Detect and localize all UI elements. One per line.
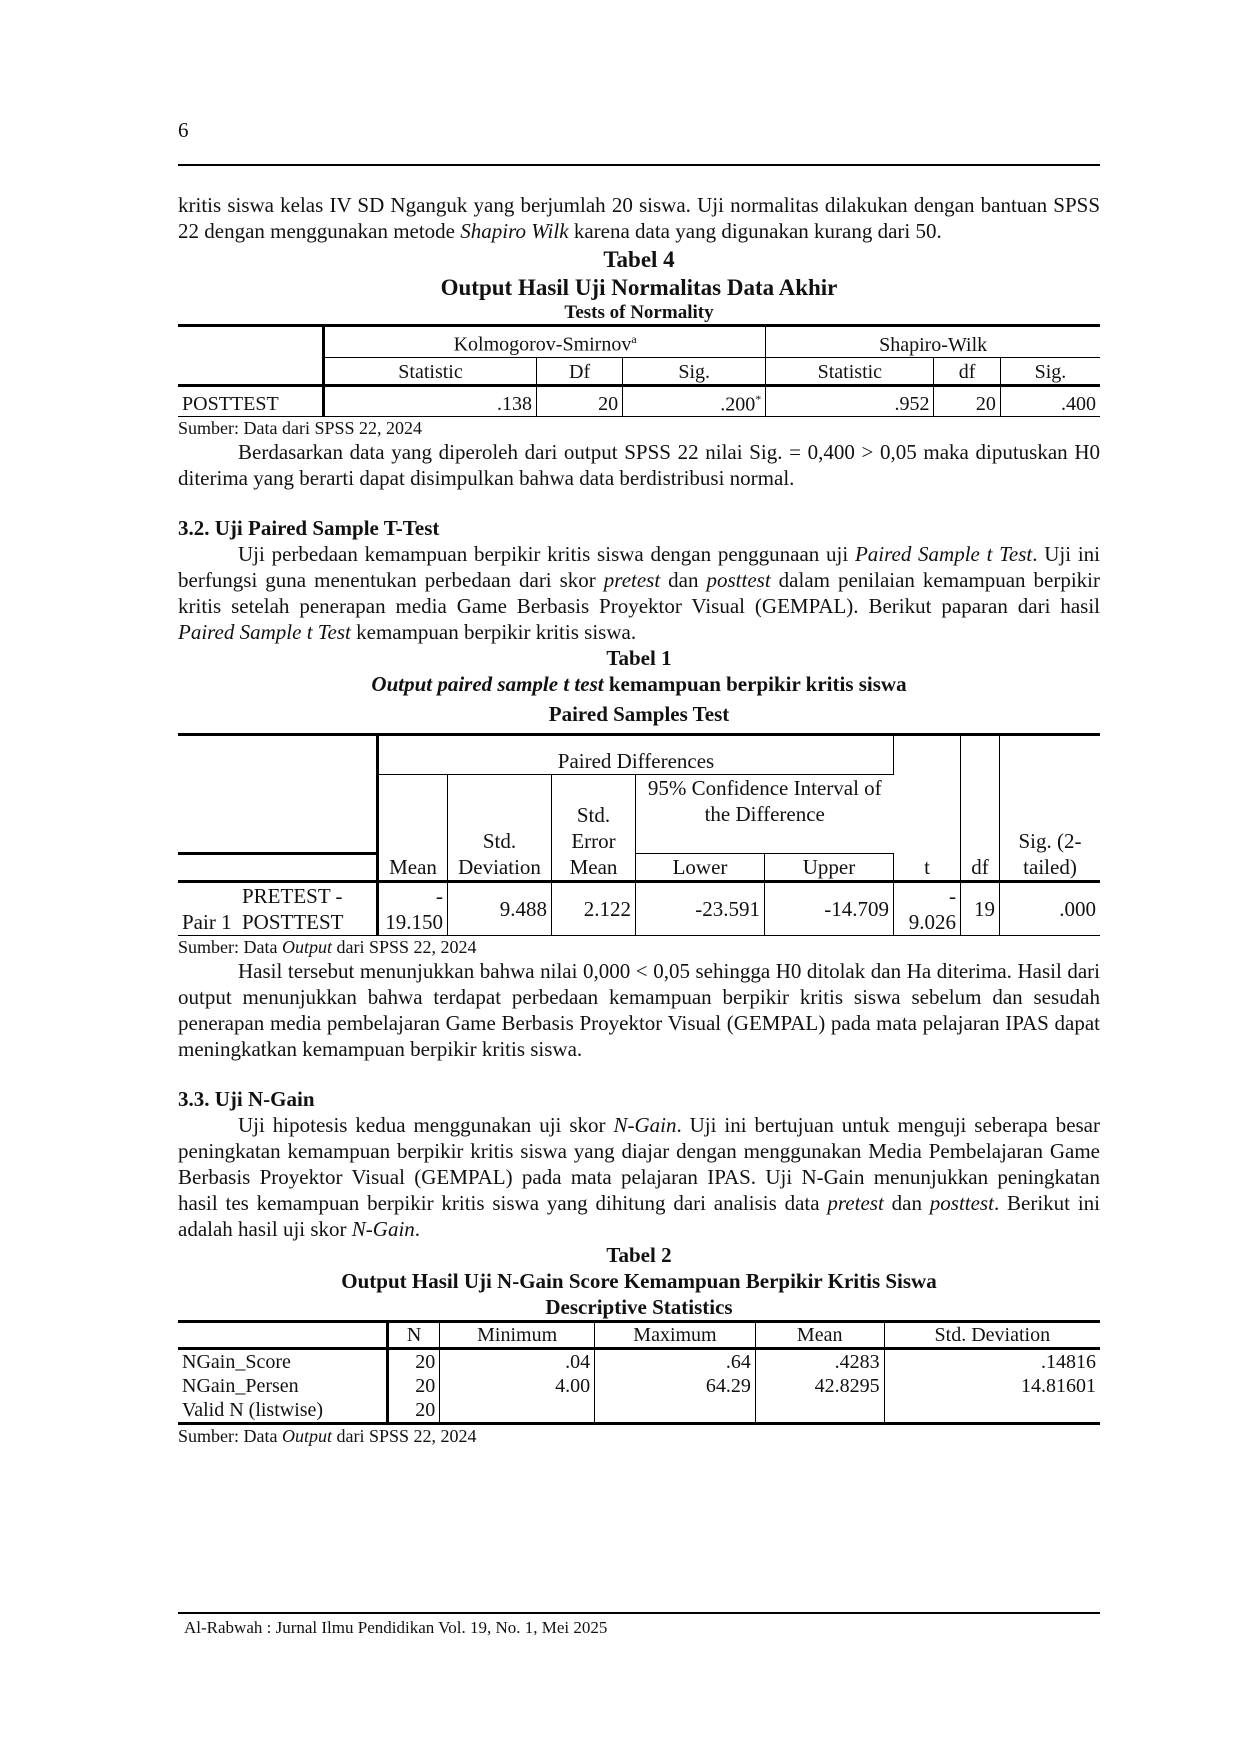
t2-cell: 20 [388, 1398, 440, 1424]
t1-cell-upper: -14.709 [765, 882, 894, 936]
t2-cell: .14816 [1041, 1351, 1096, 1374]
after-table1-paragraph: Hasil tersebut menunjukkan bahwa nilai 0,000 < 0,05 sehingga H0 ditolak dan Ha diterima. Hasil dari output menunjukkan bahwa terdapat perbedaan kemampuan berpikir kritis siswa sebelum dan sesudah penerapan media pembelajaran Game Berbasis Proyektor Visual (GEMPAL) pada mata pelajaran IPAS dapat meningkatkan kemampuan berpikir kritis siswa. [178, 959, 1100, 1062]
t1-col-t: t [894, 775, 961, 882]
t4-col-header: Df [537, 357, 623, 385]
t2-cell: 4.00 [440, 1374, 595, 1398]
t2-row-label: Valid N (listwise) [182, 1399, 324, 1422]
t4-cell: 20 [537, 385, 623, 417]
t4-col-header: Statistic [324, 357, 537, 385]
t4-cell: .200* [623, 385, 766, 417]
t1-cell-t: - 9.026 [894, 882, 961, 936]
t1-col-sig: Sig. (2-tailed) [1000, 775, 1101, 882]
t4-col-header: df [934, 357, 1000, 385]
table2-title: Output Hasil Uji N-Gain Score Kemampuan Berpikir Kritis Siswa [341, 1269, 937, 1294]
t4-col-header: Sig. [1000, 357, 1100, 385]
t2-cell: 20 [388, 1349, 440, 1375]
t4-group-sw: Shapiro-Wilk [766, 326, 1100, 358]
table-row [178, 1374, 1100, 1398]
t1-cell-sd: 9.488 [448, 882, 552, 936]
intro-text-b: karena data yang digunakan kurang dari 50. [568, 219, 942, 243]
section-3-2-heading: 3.2. Uji Paired Sample T-Test [178, 516, 440, 541]
table1-title: Output paired sample t test kemampuan berpikir kritis siswa [371, 672, 907, 697]
t1-col-se: Std. Error Mean [552, 775, 636, 882]
t2-cell [755, 1398, 884, 1424]
t2-cell: 20 [388, 1374, 440, 1398]
table-row [178, 1398, 1100, 1424]
t1-col-lower: Lower [636, 854, 765, 882]
t4-cell: .952 [766, 385, 934, 417]
section-3-3-heading: 3.3. Uji N-Gain [178, 1087, 315, 1112]
table4-spss-title: Tests of Normality [564, 302, 714, 323]
t4-col-header: Statistic [766, 357, 934, 385]
t2-cell: .4283 [755, 1349, 884, 1375]
t1-cell-lower: -23.591 [636, 882, 765, 936]
footer-rule [178, 1612, 1100, 1614]
after-table4-paragraph: Berdasarkan data yang diperoleh dari output SPSS 22 nilai Sig. = 0,400 > 0,05 maka diputuskan H0 diterima yang berarti dapat disimpulkan bahwa data berdistribusi normal. [178, 440, 1100, 491]
t2-col-header: Maximum [595, 1322, 756, 1349]
t4-cell: .138 [324, 385, 537, 417]
t1-col-mean: Mean [378, 775, 448, 882]
intro-paragraph [178, 192, 1100, 244]
table1-label: Tabel 1 [606, 646, 672, 671]
table4-source: Sumber: Data dari SPSS 22, 2024 [178, 418, 423, 439]
table-row [178, 882, 1100, 936]
intro-text-a: kritis siswa kelas IV SD Nganguk yang berjumlah 20 siswa. Uji normalitas dilakukan dengan bantuan SPSS 22 dengan menggunakan metode [178, 193, 1100, 243]
t1-cell-df: 19 [961, 882, 1000, 936]
t1-row-label: PRETEST - POSTTEST [242, 884, 344, 935]
section-3-3-paragraph: Uji hipotesis kedua menggunakan uji skor N-Gain. Uji ini bertujuan untuk menguji seberapa besar peningkatan kemampuan berpikir kritis siswa yang diajar dengan menggunakan Media Pembelajaran Game Berbasis Proyektor Visual (GEMPAL) pada mata pelajaran IPAS. Uji N-Gain menunjukkan peningkatan hasil tes kemampuan berpikir kritis siswa yang dihitung dari analisis data pretest dan posttest. Berikut ini adalah hasil uji skor N-Gain. [178, 1113, 1100, 1242]
intro-italic: Shapiro Wilk [460, 219, 569, 243]
table2-label: Tabel 2 [606, 1243, 672, 1268]
t1-row-pair: Pair 1 [182, 910, 232, 935]
table2-spss-title: Descriptive Statistics [545, 1295, 733, 1320]
t4-cell: .400 [1061, 393, 1096, 416]
table-row [178, 1349, 1100, 1375]
section-3-2-paragraph: Uji perbedaan kemampuan berpikir kritis siswa dengan penggunaan uji Paired Sample t Test. Uji ini berfungsi guna menentukan perbedaan dari skor pretest dan posttest dalam penilaian kemampuan berpikir kritis setelah penerapan media Game Berbasis Proyektor Visual (GEMPAL). Berikut paparan dari hasil Paired Sample t Test kemampuan berpikir kritis siswa. [178, 542, 1101, 645]
t2-cell [595, 1398, 756, 1424]
t2-row-label: NGain_Persen [182, 1375, 299, 1398]
t1-cell-sig: .000 [1059, 897, 1096, 922]
t4-col-header: Sig. [623, 357, 766, 385]
table2-descriptive [178, 1320, 1100, 1425]
table1-spss-title: Paired Samples Test [548, 702, 730, 727]
t2-col-header: Minimum [440, 1322, 595, 1349]
t2-cell: .04 [440, 1349, 595, 1375]
t2-cell [884, 1398, 1100, 1424]
page-content [178, 192, 1100, 1447]
table4-normality [178, 324, 1100, 417]
page-number: 6 [178, 118, 189, 142]
table4-label: Tabel 4 [603, 247, 675, 272]
t2-cell [440, 1398, 595, 1424]
t2-col-header: Std. Deviation [884, 1322, 1100, 1349]
t2-cell: 42.8295 [755, 1374, 884, 1398]
journal-footer: Al-Rabwah : Jurnal Ilmu Pendidikan Vol. 19, No. 1, Mei 2025 [184, 1618, 608, 1637]
t1-cell-se: 2.122 [552, 882, 636, 936]
t1-cell-mean: - 19.150 [378, 882, 448, 936]
t1-col-upper: Upper [765, 854, 894, 882]
table4-title: Output Hasil Uji Normalitas Data Akhir [440, 275, 838, 300]
header-rule [178, 164, 1100, 166]
table1-source: Sumber: Data Output dari SPSS 22, 2024 [178, 937, 477, 958]
table-row [178, 385, 1100, 417]
t2-cell: .64 [595, 1349, 756, 1375]
t2-col-header: N [388, 1322, 440, 1349]
t4-cell: 20 [934, 385, 1000, 417]
t2-col-header: Mean [755, 1322, 884, 1349]
t2-cell: 64.29 [595, 1374, 756, 1398]
t4-row-label: POSTTEST [182, 393, 279, 416]
table1-paired-samples [178, 733, 1100, 936]
t1-ci-header: 95% Confidence Interval of the Difference [636, 775, 894, 854]
t2-cell: 14.81601 [1021, 1375, 1096, 1398]
table2-source: Sumber: Data Output dari SPSS 22, 2024 [178, 1426, 477, 1447]
t1-group-header: Paired Differences [378, 735, 894, 775]
t2-row-label: NGain_Score [182, 1351, 291, 1374]
t4-group-ks: Kolmogorov-Smirnov$^a$ [324, 326, 766, 358]
t1-col-sd: Std. Deviation [448, 775, 552, 882]
t1-col-df: df [961, 775, 1000, 882]
